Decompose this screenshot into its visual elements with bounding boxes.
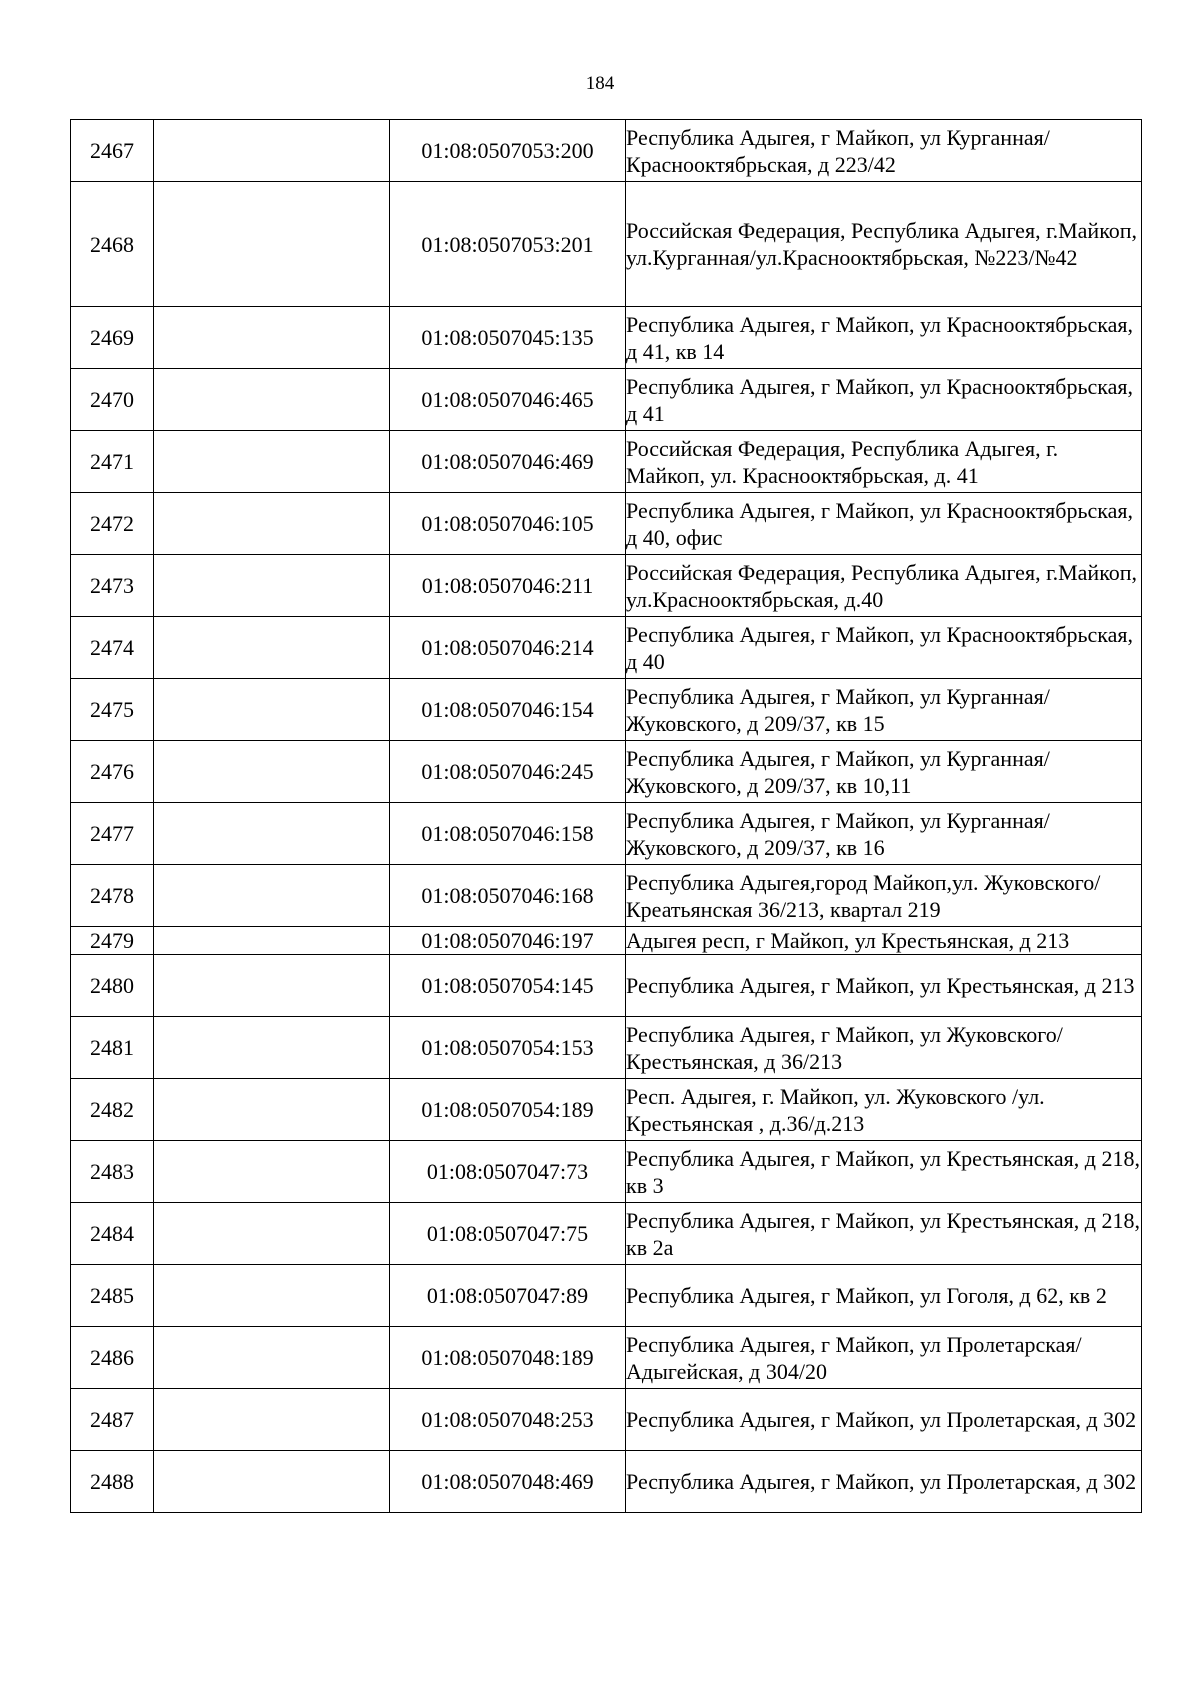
address-cell: Республика Адыгея, г Майкоп, ул Краснооктябрьская, д 41 [626, 369, 1142, 431]
cadastral-number-cell: 01:08:0507048:189 [390, 1327, 626, 1389]
table-row [71, 182, 1142, 307]
table-row [71, 803, 1142, 865]
empty-cell [154, 803, 390, 865]
address-cell: Республика Адыгея, г Майкоп, ул Пролетарская, д 302 [626, 1451, 1142, 1513]
row-number-cell: 2482 [71, 1079, 154, 1141]
address-cell: Адыгея респ, г Майкоп, ул Крестьянская, д 213 [626, 927, 1142, 955]
address-cell: Республика Адыгея, г Майкоп, ул Курганная/Краснооктябрьская, д 223/42 [626, 120, 1142, 182]
address-cell: Республика Адыгея, г Майкоп, ул Курганная/Жуковского, д 209/37, кв 15 [626, 679, 1142, 741]
row-number-cell: 2483 [71, 1141, 154, 1203]
table-row [71, 617, 1142, 679]
row-number-cell: 2488 [71, 1451, 154, 1513]
cadastral-number-cell: 01:08:0507047:73 [390, 1141, 626, 1203]
row-number-cell: 2467 [71, 120, 154, 182]
cadastral-number-cell: 01:08:0507054:153 [390, 1017, 626, 1079]
row-number-cell: 2471 [71, 431, 154, 493]
empty-cell [154, 927, 390, 955]
row-number-cell: 2470 [71, 369, 154, 431]
row-number-cell: 2474 [71, 617, 154, 679]
empty-cell [154, 1327, 390, 1389]
row-number-cell: 2481 [71, 1017, 154, 1079]
row-number-cell: 2469 [71, 307, 154, 369]
cadastral-number-cell: 01:08:0507046:105 [390, 493, 626, 555]
address-cell: Республика Адыгея, г Майкоп, ул Крестьянская, д 218, кв 3 [626, 1141, 1142, 1203]
row-number-cell: 2468 [71, 182, 154, 307]
registry-table [70, 119, 1142, 1513]
empty-cell [154, 1203, 390, 1265]
empty-cell [154, 1265, 390, 1327]
empty-cell [154, 617, 390, 679]
empty-cell [154, 679, 390, 741]
cadastral-number-cell: 01:08:0507047:89 [390, 1265, 626, 1327]
row-number-cell: 2477 [71, 803, 154, 865]
table-row [71, 307, 1142, 369]
address-cell: Республика Адыгея, г Майкоп, ул Краснооктябрьская, д 40, офис [626, 493, 1142, 555]
cadastral-number-cell: 01:08:0507046:469 [390, 431, 626, 493]
address-cell: Республика Адыгея, г Майкоп, ул Жуковского/Крестьянская, д 36/213 [626, 1017, 1142, 1079]
row-number-cell: 2485 [71, 1265, 154, 1327]
address-cell: Республика Адыгея, г Майкоп, ул Курганная/Жуковского, д 209/37, кв 10,11 [626, 741, 1142, 803]
address-cell: Республика Адыгея, г Майкоп, ул Краснооктябрьская, д 40 [626, 617, 1142, 679]
address-cell: Республика Адыгея, г Майкоп, ул Пролетарская, д 302 [626, 1389, 1142, 1451]
cadastral-number-cell: 01:08:0507048:253 [390, 1389, 626, 1451]
cadastral-number-cell: 01:08:0507046:465 [390, 369, 626, 431]
cadastral-number-cell: 01:08:0507046:245 [390, 741, 626, 803]
address-cell: Республика Адыгея, г Майкоп, ул Курганная/ Жуковского, д 209/37, кв 16 [626, 803, 1142, 865]
address-cell: Российская Федерация, Республика Адыгея, г.Майкоп, ул.Краснооктябрьская, д.40 [626, 555, 1142, 617]
cadastral-number-cell: 01:08:0507046:197 [390, 927, 626, 955]
table-row [71, 1141, 1142, 1203]
cadastral-number-cell: 01:08:0507053:200 [390, 120, 626, 182]
table-row [71, 1327, 1142, 1389]
empty-cell [154, 1389, 390, 1451]
table-row [71, 1079, 1142, 1141]
empty-cell [154, 182, 390, 307]
table-row [71, 555, 1142, 617]
empty-cell [154, 431, 390, 493]
cadastral-number-cell: 01:08:0507054:189 [390, 1079, 626, 1141]
page-number: 184 [585, 73, 615, 94]
address-cell: Республика Адыгея, г Майкоп, ул Краснооктябрьская, д 41, кв 14 [626, 307, 1142, 369]
cadastral-number-cell: 01:08:0507046:158 [390, 803, 626, 865]
table-row [71, 865, 1142, 927]
cadastral-number-cell: 01:08:0507047:75 [390, 1203, 626, 1265]
row-number-cell: 2487 [71, 1389, 154, 1451]
address-cell: Российская Федерация, Республика Адыгея, г. Майкоп, ул. Краснооктябрьская, д. 41 [626, 431, 1142, 493]
row-number-cell: 2480 [71, 955, 154, 1017]
cadastral-number-cell: 01:08:0507048:469 [390, 1451, 626, 1513]
row-number-cell: 2484 [71, 1203, 154, 1265]
address-cell: Республика Адыгея, г Майкоп, ул Крестьянская, д 218, кв 2а [626, 1203, 1142, 1265]
empty-cell [154, 369, 390, 431]
table-row [71, 1203, 1142, 1265]
cadastral-number-cell: 01:08:0507053:201 [390, 182, 626, 307]
table-row [71, 741, 1142, 803]
empty-cell [154, 1079, 390, 1141]
empty-cell [154, 555, 390, 617]
empty-cell [154, 120, 390, 182]
address-cell: Республика Адыгея, г Майкоп, ул Гоголя, д 62, кв 2 [626, 1265, 1142, 1327]
table-row [71, 493, 1142, 555]
address-cell: Российская Федерация, Республика Адыгея, г.Майкоп, ул.Курганная/ул.Краснооктябрьская, №223/№42 [626, 182, 1142, 307]
row-number-cell: 2475 [71, 679, 154, 741]
registry-table-body [71, 120, 1142, 1513]
empty-cell [154, 1451, 390, 1513]
empty-cell [154, 1017, 390, 1079]
table-row [71, 1389, 1142, 1451]
empty-cell [154, 955, 390, 1017]
cadastral-number-cell: 01:08:0507045:135 [390, 307, 626, 369]
row-number-cell: 2476 [71, 741, 154, 803]
address-cell: Республика Адыгея, г Майкоп, ул Пролетарская/Адыгейская, д 304/20 [626, 1327, 1142, 1389]
empty-cell [154, 865, 390, 927]
row-number-cell: 2478 [71, 865, 154, 927]
empty-cell [154, 741, 390, 803]
table-row [71, 955, 1142, 1017]
table-row [71, 120, 1142, 182]
empty-cell [154, 1141, 390, 1203]
table-row [71, 431, 1142, 493]
cadastral-number-cell: 01:08:0507046:154 [390, 679, 626, 741]
table-row [71, 1451, 1142, 1513]
row-number-cell: 2473 [71, 555, 154, 617]
table-row [71, 927, 1142, 955]
table-row [71, 1017, 1142, 1079]
cadastral-number-cell: 01:08:0507046:214 [390, 617, 626, 679]
row-number-cell: 2472 [71, 493, 154, 555]
empty-cell [154, 493, 390, 555]
empty-cell [154, 307, 390, 369]
row-number-cell: 2486 [71, 1327, 154, 1389]
address-cell: Республика Адыгея, г Майкоп, ул Крестьянская, д 213 [626, 955, 1142, 1017]
table-row [71, 369, 1142, 431]
cadastral-number-cell: 01:08:0507046:168 [390, 865, 626, 927]
table-row [71, 679, 1142, 741]
table-row [71, 1265, 1142, 1327]
cadastral-number-cell: 01:08:0507054:145 [390, 955, 626, 1017]
row-number-cell: 2479 [71, 927, 154, 955]
cadastral-number-cell: 01:08:0507046:211 [390, 555, 626, 617]
address-cell: Респ. Адыгея, г. Майкоп, ул. Жуковского /ул. Крестьянская , д.36/д.213 [626, 1079, 1142, 1141]
address-cell: Республика Адыгея,город Майкоп,ул. Жуковского/Креатьянская 36/213, квартал 219 [626, 865, 1142, 927]
